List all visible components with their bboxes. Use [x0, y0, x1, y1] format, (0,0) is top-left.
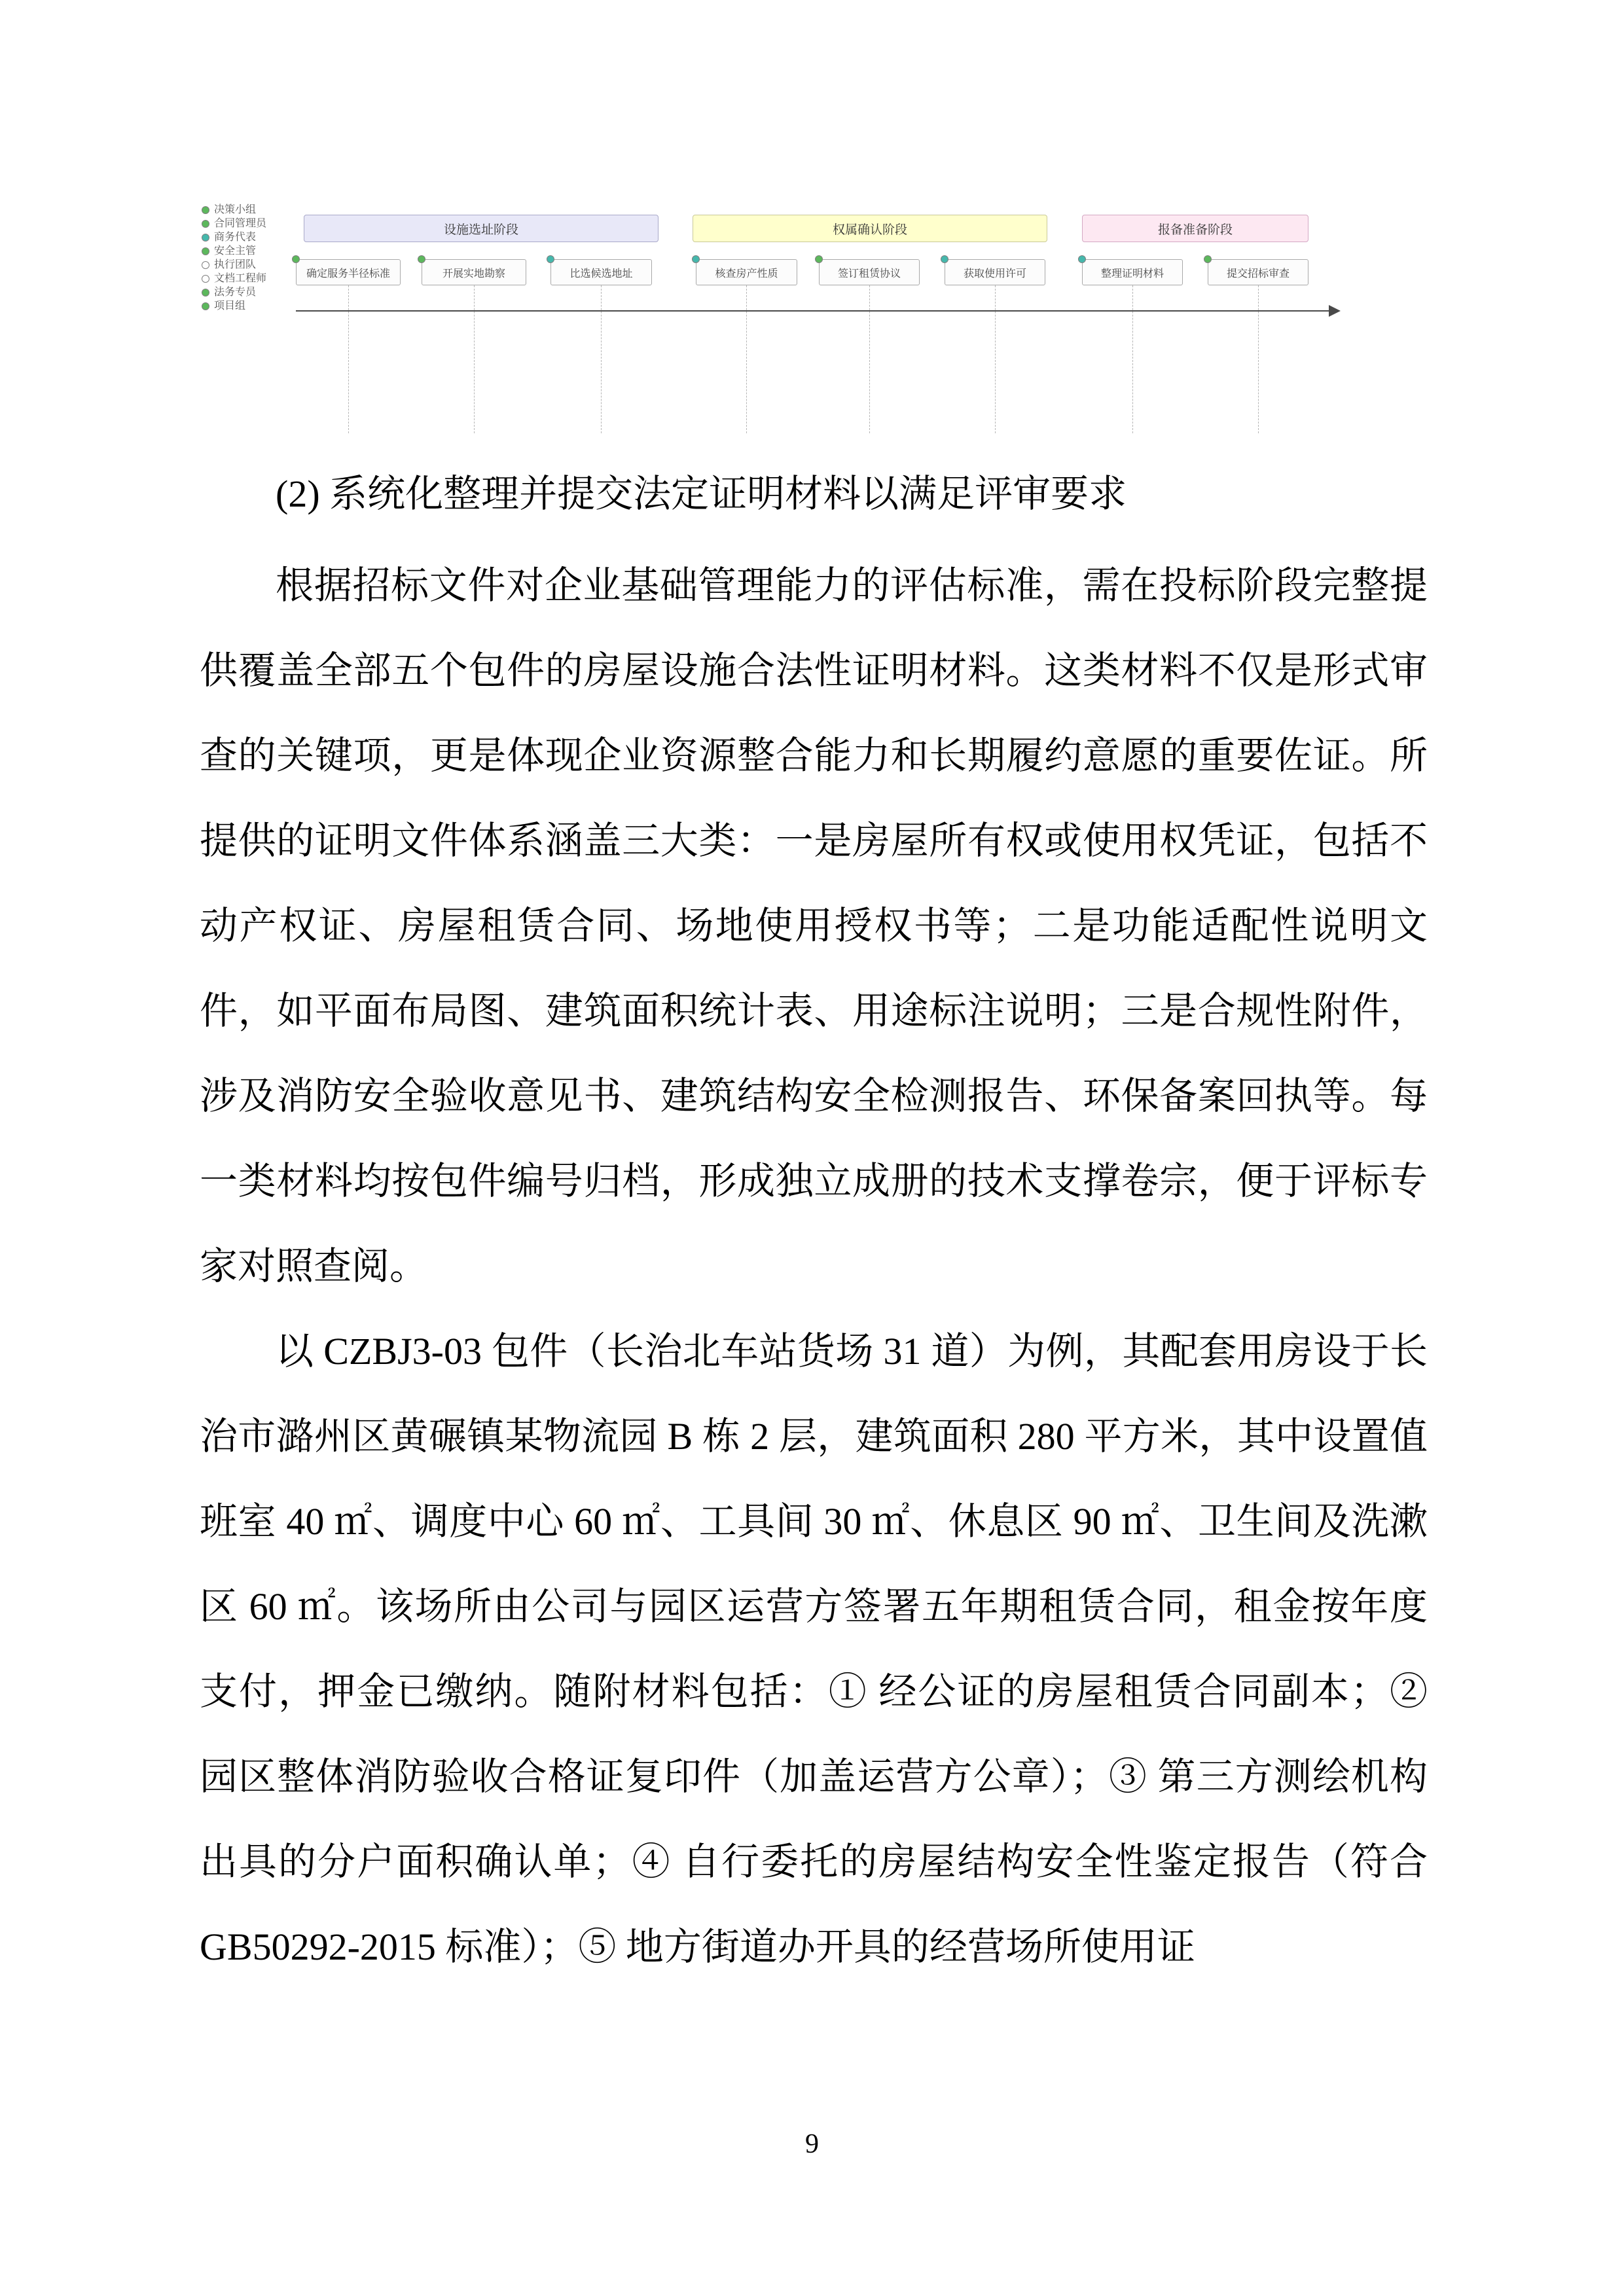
- paragraph: 根据招标文件对企业基础管理能力的评估标准，需在投标阶段完整提供覆盖全部五个包件的房屋设施合法性证明材料。这类材料不仅是形式审查的关键项，更是体现企业资源整合能力和长期履约意愿的重要佐证。所提供的证明文件体系涵盖三大类：一是房屋所有权或使用权凭证，包括不动产权证、房屋租赁合同、场地使用授权书等；二是功能适配性说明文件，如平面布局图、建筑面积统计表、用途标注说明；三是合规性附件，涉及消防安全验收意见书、建筑结构安全检测报告、环保备案回执等。每一类材料均按包件编号归档，形成独立成册的技术支撑卷宗，便于评标专家对照查阅。: [200, 564, 1428, 1287]
- legend-dot-icon: [202, 234, 209, 242]
- legend-item: [202, 299, 266, 313]
- task-box: 核查房产性质: [696, 259, 797, 285]
- drop-line: [995, 285, 996, 433]
- legend-dot-icon: [202, 247, 209, 255]
- task-box: 提交招标审查: [1208, 259, 1308, 285]
- task-dot-icon: [292, 255, 300, 263]
- legend-label: 执行团队: [214, 259, 257, 270]
- task-box: 确定服务半径标准: [296, 259, 401, 285]
- phase-box-filing-prep: 报备准备阶段: [1082, 215, 1308, 242]
- task-dot-icon: [418, 255, 425, 263]
- legend-label: 安全主管: [214, 245, 257, 257]
- legend-dot-icon: [202, 220, 209, 228]
- legend-item: [202, 203, 266, 217]
- legend-item: [202, 244, 266, 258]
- process-diagram: [0, 0, 1624, 452]
- task-dot-icon: [1204, 255, 1212, 263]
- drop-line: [1132, 285, 1133, 433]
- document-body: [200, 452, 1428, 1990]
- legend-item: [202, 230, 266, 244]
- timeline-line: [296, 310, 1330, 312]
- drop-line: [746, 285, 747, 433]
- task-box: 开展实地勘察: [422, 259, 526, 285]
- legend-label: 合同管理员: [214, 217, 267, 229]
- legend-label: 法务专员: [214, 286, 257, 298]
- drop-line: [601, 285, 602, 433]
- legend-dot-icon: [202, 289, 209, 296]
- drop-line: [869, 285, 870, 433]
- legend-label: 文档工程师: [214, 272, 267, 284]
- drop-line: [474, 285, 475, 433]
- legend-label: 项目组: [214, 300, 246, 312]
- task-dot-icon: [941, 255, 948, 263]
- legend-item: [202, 258, 266, 272]
- legend-dot-icon: [202, 206, 209, 214]
- drop-line: [348, 285, 349, 433]
- page-number: 9: [805, 2129, 819, 2159]
- legend-dot-icon: [202, 261, 209, 269]
- diagram-legend: [202, 203, 266, 313]
- legend-item: [202, 272, 266, 285]
- paragraph: 以 CZBJ3-03 包件（长治北车站货场 31 道）为例，其配套用房设于长治市潞州区黄碾镇某物流园 B 栋 2 层，建筑面积 280 平方米，其中设置值班室 40 ㎡、调度中心 60 ㎡、工具间 30 ㎡、休息区 90 ㎡、卫生间及洗漱区 60 ㎡。该场所由公司与园区运营方签署五年期租赁合同，租金按年度支付，押金已缴纳。随附材料包括：① 经公证的房屋租赁合同副本；② 园区整体消防验收合格证复印件（加盖运营方公章）；③ 第三方测绘机构出具的分户面积确认单；④ 自行委托的房屋结构安全性鉴定报告（符合 GB50292-2015 标准）；⑤ 地方街道办开具的经营场所使用证: [200, 1330, 1428, 1968]
- task-box: 整理证明材料: [1082, 259, 1183, 285]
- task-dot-icon: [815, 255, 823, 263]
- task-box: 签订租赁协议: [819, 259, 920, 285]
- legend-item: [202, 285, 266, 299]
- task-box: 获取使用许可: [945, 259, 1045, 285]
- task-dot-icon: [547, 255, 554, 263]
- drop-line: [1258, 285, 1259, 433]
- phase-box-ownership-confirm: 权属确认阶段: [693, 215, 1047, 242]
- legend-dot-icon: [202, 275, 209, 283]
- legend-label: 商务代表: [214, 231, 257, 243]
- task-dot-icon: [1078, 255, 1086, 263]
- timeline-arrow-icon: [1329, 305, 1341, 317]
- task-box: 比选候选地址: [550, 259, 652, 285]
- legend-dot-icon: [202, 302, 209, 310]
- legend-item: [202, 217, 266, 230]
- section-heading: (2) 系统化整理并提交法定证明材料以满足评审要求: [276, 473, 1127, 515]
- phase-box-site-selection: 设施选址阶段: [304, 215, 659, 242]
- task-dot-icon: [692, 255, 700, 263]
- legend-label: 决策小组: [214, 204, 257, 215]
